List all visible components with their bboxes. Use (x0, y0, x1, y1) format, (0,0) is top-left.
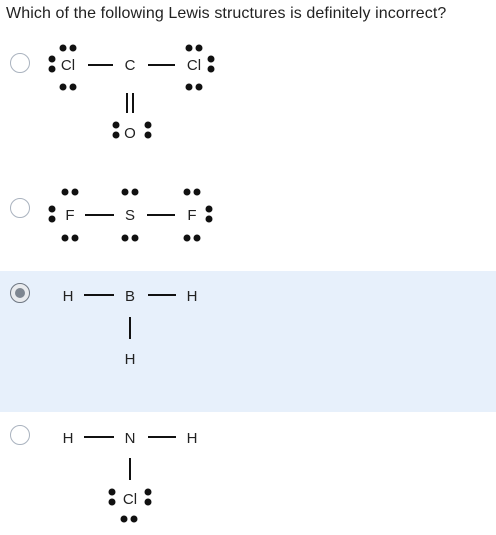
atom-bottom: Cl (122, 491, 138, 508)
answer-option-1[interactable] (0, 34, 496, 167)
answer-option-2[interactable] (0, 167, 496, 271)
question-text: Which of the following Lewis structures is definitely incorrect? (6, 5, 447, 22)
atom-center: C (124, 57, 136, 74)
atom-left: F (65, 207, 75, 224)
atom-right: H (186, 288, 198, 305)
atom-right: F (187, 207, 197, 224)
lewis-structure-3 (0, 271, 496, 412)
atom-center: B (124, 288, 136, 305)
atom-left: H (62, 288, 74, 305)
answer-option-4[interactable] (0, 412, 496, 535)
atom-center: S (124, 207, 136, 224)
atom-bottom: O (124, 125, 136, 142)
atom-left: Cl (60, 57, 76, 74)
atom-left: H (62, 430, 74, 447)
answer-option-3[interactable] (0, 271, 496, 412)
atom-center: N (124, 430, 136, 447)
lewis-structure-4 (0, 412, 496, 535)
lewis-structure-2 (0, 167, 496, 271)
atom-right: Cl (186, 57, 202, 74)
lewis-structure-1 (0, 34, 496, 167)
atom-right: H (186, 430, 198, 447)
atom-bottom: H (124, 351, 136, 368)
